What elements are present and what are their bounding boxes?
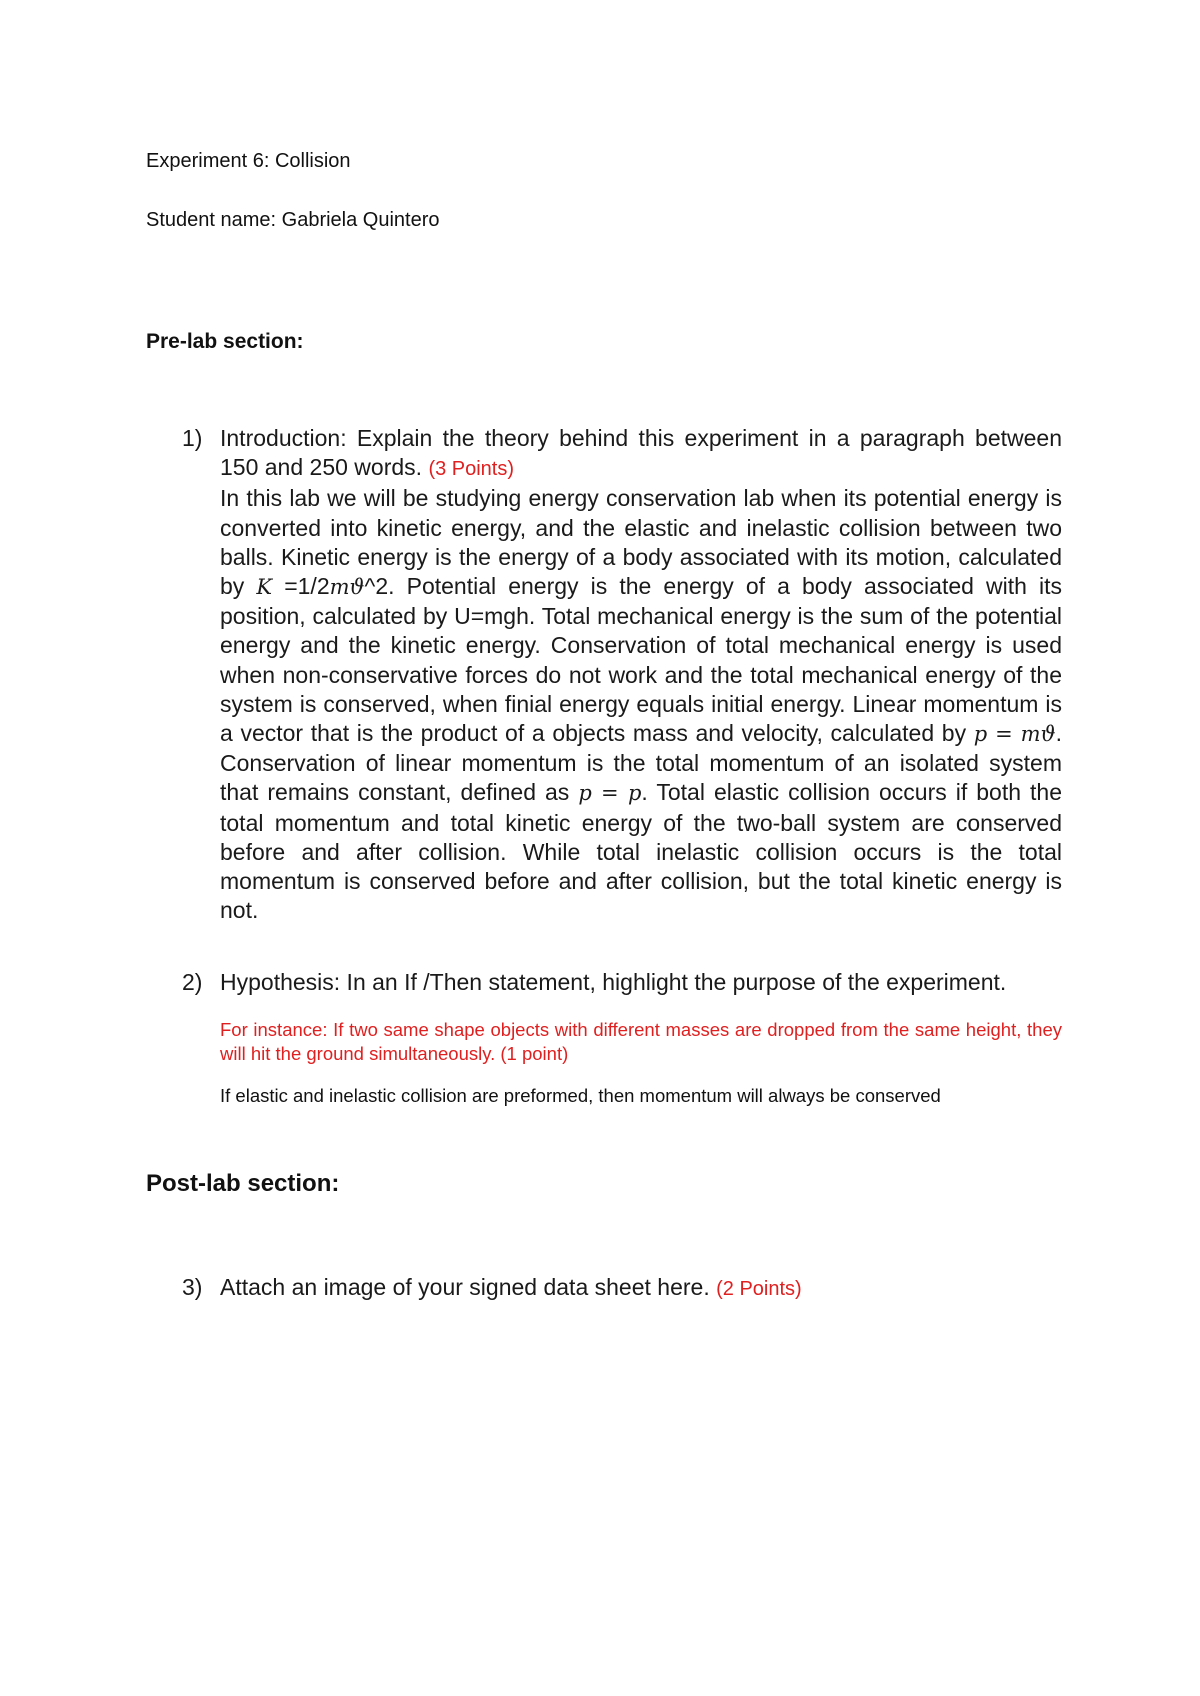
- question-3-prompt: Attach an image of your signed data sheet here.: [220, 1274, 710, 1300]
- answer-text-3: . Conservation of linear momentum is the total momentum of an isolated system that remains constant, defined as: [220, 720, 1062, 806]
- question-1-points: (3 Points): [428, 458, 515, 481]
- question-2-number: 2): [182, 969, 203, 995]
- question-1-answer: [220, 484, 1062, 925]
- formula-momentum-conservation: p = p: [578, 781, 642, 806]
- question-1: [182, 424, 1062, 925]
- student-name: Student name: Gabriela Quintero: [146, 209, 440, 231]
- formula-kinetic-mv: mϑ: [329, 575, 365, 600]
- post-lab-heading: Post-lab section:: [146, 1170, 340, 1197]
- hypothesis-answer: If elastic and inelastic collision are preformed, then momentum will always be conserved: [220, 1085, 941, 1106]
- question-1-number: 1): [182, 425, 203, 451]
- answer-text-2: ^2. Potential energy is the energy of a body associated with its position, calculated by U=mgh. Total mechanical energy is the sum of the potential energy and the kinetic energy. Conservation of total mechanical energy is used when non-conservative forces do not work and the total mechanical energy of the system is conserved, when finial energy equals initial energy. Linear momentum is a vector that is the product of a objects mass and velocity, calculated by: [220, 573, 1063, 747]
- question-3-points: (2 Points): [716, 1278, 802, 1300]
- question-3-number: 3): [182, 1274, 203, 1300]
- question-1-body: [220, 424, 1062, 925]
- question-2: [182, 968, 1062, 997]
- formula-momentum: p = mϑ: [973, 722, 1056, 747]
- pre-lab-heading: Pre-lab section:: [146, 330, 304, 353]
- question-3: [182, 1273, 1062, 1304]
- question-2-prompt: Hypothesis: In an If /Then statement, highlight the purpose of the experiment.: [220, 969, 1007, 995]
- question-1-prompt: [220, 424, 1062, 484]
- hypothesis-example: For instance: If two same shape objects with different masses are dropped from the same height, they will hit the ground simultaneously. (1 point): [220, 1019, 1062, 1064]
- formula-kinetic-symbol: K: [256, 575, 273, 600]
- question-1-prompt-text: Introduction: Explain the theory behind this experiment in a paragraph between 150 and 250 words.: [220, 425, 1062, 481]
- question-3-body: [220, 1273, 1062, 1304]
- answer-text-1: In this lab we will be studying energy conservation lab when its potential energy is converted into kinetic energy, and the elastic and inelastic collision between two balls. Kinetic energy is the energy of a body associated with its motion, calculated by: [220, 485, 1062, 600]
- formula-kinetic-rest: =1/2: [272, 573, 330, 600]
- answer-text-4: . Total elastic collision occurs if both the total momentum and total kinetic energy of the two-ball system are conserved before and after collision. While total inelastic collision occurs is the total momentum is conserved before and after collision, but the total kinetic energy is not.: [220, 779, 1063, 924]
- experiment-title: Experiment 6: Collision: [146, 150, 351, 172]
